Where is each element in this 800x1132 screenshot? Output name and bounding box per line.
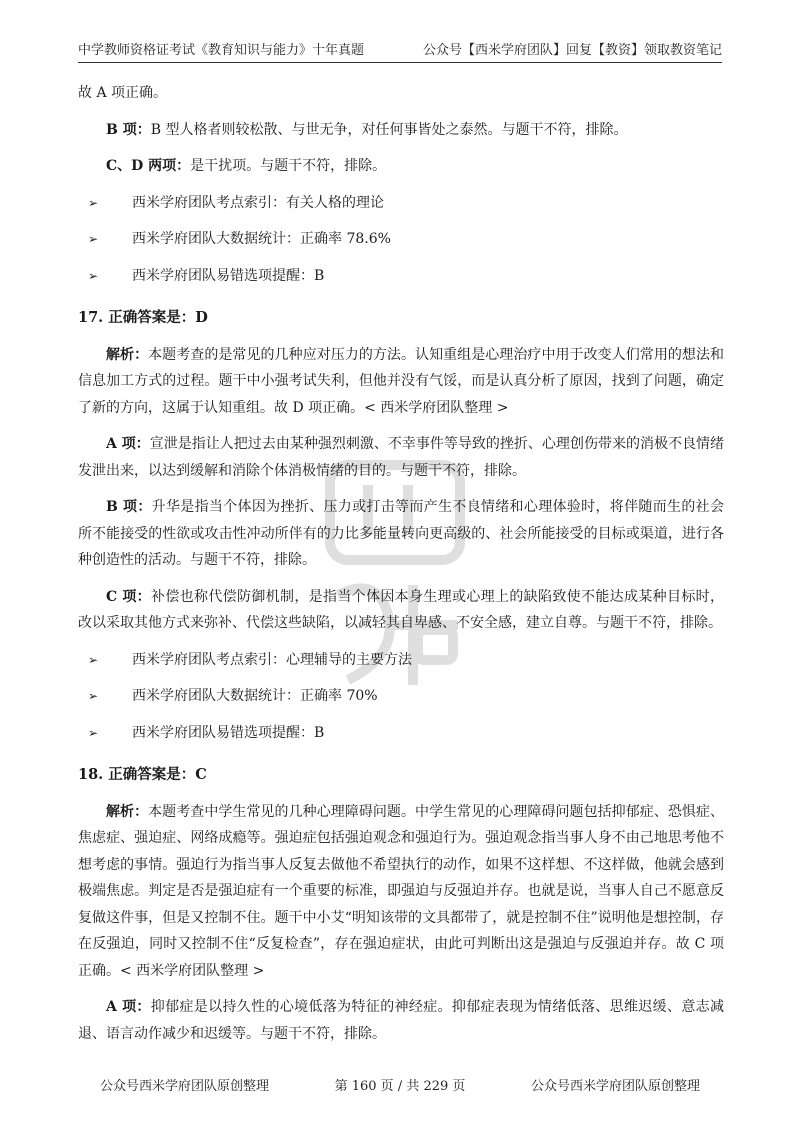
- page-header: [78, 38, 722, 63]
- footer-right: 公众号西米学府团队原创整理: [530, 1079, 700, 1094]
- arrow-bullet-icon: ➢: [88, 652, 99, 667]
- bullet-item: [78, 263, 724, 290]
- option-label: B 项：: [106, 499, 152, 515]
- analysis-label: 解析：: [106, 803, 149, 820]
- q17-option-c: [78, 584, 724, 637]
- bullet-text: 西米学府团队易错选项提醒：B: [132, 267, 325, 284]
- option-label: A 项：: [106, 436, 150, 452]
- bullet-text: 西米学府团队易错选项提醒：B: [132, 724, 325, 741]
- bullet-item: [78, 226, 724, 253]
- paragraph-option-b: [78, 117, 724, 144]
- bullet-text: 西米学府团队考点索引：心理辅导的主要方法: [132, 651, 412, 668]
- bullet-text: 西米学府团队考点索引：有关人格的理论: [132, 194, 384, 211]
- page-content: [78, 80, 724, 1057]
- q18-analysis: [78, 799, 724, 985]
- question-17-answer: 17. 正确答案是：D: [78, 309, 208, 326]
- option-text: 是干扰项。与题干不符，排除。: [190, 158, 387, 174]
- analysis-label: 解析：: [106, 346, 149, 363]
- option-label: C、D 两项：: [106, 158, 191, 174]
- paragraph: 故 A 项正确。: [78, 85, 168, 101]
- question-18-answer: 18. 正确答案是：C: [78, 766, 207, 783]
- q17-option-b: [78, 494, 724, 574]
- option-text: 抑郁症是以持久性的心境低落为特征的神经症。抑郁症表现为情绪低落、思维迟缓、意志减退、语言动作减少和迟缓等。与题干不符，排除。: [78, 999, 724, 1042]
- option-text: 升华是指当个体因为挫折、压力或打击等而产生不良情绪和心理体验时，将伴随而生的社会所不能接受的性欲或攻击性冲动所伴有的力比多能量转向更高级的、社会所能接受的目标或渠道，进行各种创造性的活动。与题干不符，排除。: [78, 499, 724, 568]
- analysis-text: 本题考查中学生常见的几种心理障碍问题。中学生常见的心理障碍问题包括抑郁症、恐惧症、焦虑症、强迫症、网络成瘾等。强迫症包括强迫观念和强迫行为。强迫观念指当事人身不由己地思考他不想考虑的事情。强迫行为指当事人反复去做他不希望执行的动作，如果不这样想、不这样做，他就会感到极端焦虑。判定是否是强迫症有一个重要的标准，即强迫与反强迫并存。也就是说，当事人自己不愿意反复做这件事，但是又控制不住。题干中小艾“明知该带的文具都带了，就是控制不住”说明他是想控制，存在反强迫，同时又控制不住“反复检查”，存在强迫症状，由此可判断出这是强迫与反强迫并存。故 C 项正确。< 西米学府团队整理 >: [78, 803, 724, 979]
- arrow-bullet-icon: ➢: [88, 725, 99, 740]
- bullet-item: [78, 190, 724, 217]
- option-text: B 型人格者则较松散、与世无争，对任何事皆处之泰然。与题干不符，排除。: [150, 121, 628, 138]
- option-text: 补偿也称代偿防御机制，是指当个体因本身生理或心理上的缺陷致使不能达成某种目标时，改以采取其他方式来弥补、代偿这些缺陷，以减轻其自卑感、不安全感，建立自尊。与题干不符，排除。: [78, 588, 724, 631]
- page-number: 第 160 页 / 共 229 页: [334, 1079, 466, 1094]
- arrow-bullet-icon: ➢: [88, 232, 99, 246]
- header-title: 中学教师资格证考试《教育知识与能力》十年真题: [78, 43, 365, 58]
- header-promo: 公众号【西米学府团队】回复【教资】领取教资笔记: [422, 43, 722, 58]
- bullet-item: [78, 720, 724, 747]
- option-label: A 项：: [106, 999, 151, 1015]
- analysis-text: 本题考查的是常见的几种应对压力的方法。认知重组是心理治疗中用于改变人们常用的想法和信息加工方式的过程。题干中小强考试失利，但他并没有气馁，而是认真分析了原因，找到了问题，确定了新的方向，这属于认知重组。故 D 项正确。< 西米学府团队整理 >: [78, 346, 724, 416]
- option-label: C 项：: [106, 588, 152, 605]
- arrow-bullet-icon: ➢: [88, 195, 99, 210]
- paragraph-option-cd: [78, 153, 724, 180]
- q17-analysis: [78, 342, 724, 422]
- arrow-bullet-icon: ➢: [88, 689, 99, 703]
- footer-left: 公众号西米学府团队原创整理: [100, 1079, 270, 1094]
- bullet-text: 西米学府团队大数据统计：正确率 78.6%: [132, 231, 391, 247]
- option-text: 宣泄是指让人把过去由某种强烈刺激、不幸事件等导致的挫折、心理创伤带来的消极不良情绪发泄出来，以达到缓解和消除个体消极情绪的目的。与题干不符，排除。: [78, 436, 724, 479]
- arrow-bullet-icon: ➢: [88, 268, 99, 283]
- bullet-item: [78, 647, 724, 674]
- bullet-item: [78, 683, 724, 710]
- q18-option-a: [78, 994, 724, 1047]
- bullet-text: 西米学府团队大数据统计：正确率 70%: [132, 688, 378, 704]
- q17-option-a: [78, 431, 724, 484]
- option-label: B 项：: [106, 121, 151, 138]
